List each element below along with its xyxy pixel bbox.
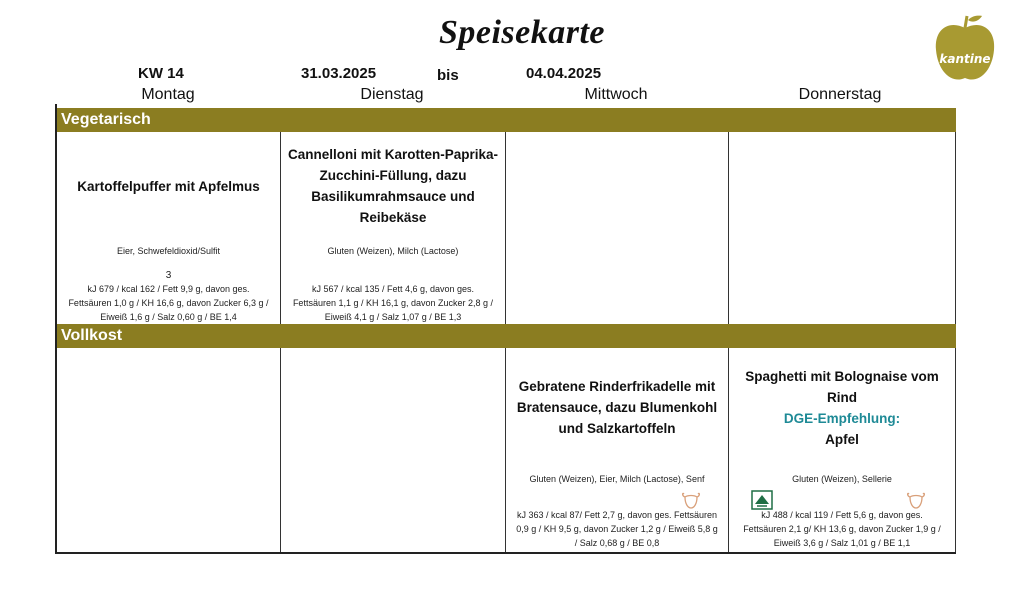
menu-cell-veg-monday	[57, 132, 280, 324]
day-monday: Montag	[141, 86, 195, 103]
dish-name: Spaghetti mit Bolognaise vom Rind DGE-Empfehlung: Apfel	[729, 366, 955, 450]
nutrition-info: kJ 679 / kcal 162 / Fett 9,9 g, davon ges. Fettsäuren 1,0 g / KH 16,6 g, davon Zucker 6,3 g / Eiweiß 1,6 g / Salz 0,60 g / BE 1,4	[68, 284, 269, 322]
nutrition-info: kJ 363 / kcal 87/ Fett 2,7 g, davon ges. Fettsäuren 0,9 g / KH 9,5 g, davon Zucker 1,2 g / Eiweiß 5,8 g / Salz 0,68 g / BE 0,8	[516, 510, 718, 548]
date-from: 31.03.2025	[301, 65, 377, 82]
page-title: Speisekarte	[438, 14, 606, 51]
date-bis: bis	[437, 67, 459, 84]
dish-name: Cannelloni mit Karotten-Paprika- Zucchini-Füllung, dazu Basilikumrahmsauce und Reibekäse	[287, 147, 499, 225]
divider	[728, 132, 729, 324]
apple-icon	[930, 12, 1000, 86]
divider	[505, 132, 506, 324]
allergens: Eier, Schwefeldioxid/Sulfit	[116, 246, 221, 256]
day-thursday: Donnerstag	[798, 86, 882, 103]
kantine-logo	[930, 12, 1000, 86]
section-vegetarisch: Vegetarisch	[57, 108, 956, 132]
menu-grid	[55, 104, 956, 554]
dge-recommendation: DGE-Empfehlung:	[783, 411, 901, 426]
day-tuesday: Dienstag	[360, 86, 424, 103]
beef-icon	[680, 490, 702, 510]
menu-cell-vollkost-wednesday	[506, 348, 728, 552]
allergens: Gluten (Weizen), Sellerie	[792, 474, 892, 484]
calendar-week: KW 14	[138, 65, 184, 82]
dish-name: Gebratene Rinderfrikadelle mit Bratensauce, dazu Blumenkohl und Salzkartoffeln	[516, 379, 718, 436]
logo-text: kantine	[939, 52, 991, 66]
divider	[955, 348, 956, 552]
dish-name: Kartoffelpuffer mit Apfelmus	[77, 179, 260, 194]
divider	[955, 132, 956, 324]
allergens: Gluten (Weizen), Eier, Milch (Lactose), Senf	[529, 474, 705, 484]
dge-badge-icon	[751, 490, 773, 510]
date-to: 04.04.2025	[526, 65, 602, 82]
allergens: Gluten (Weizen), Milch (Lactose)	[327, 246, 459, 256]
nutrition-info: kJ 567 / kcal 135 / Fett 4,6 g, davon ges. Fettsäuren 1,1 g / KH 16,1 g, davon Zucker 2,8 g / Eiweiß 4,1 g / Salz 1,07 g / BE 1,3	[292, 284, 494, 322]
beef-icon	[905, 490, 927, 510]
dge-item: Apfel	[825, 432, 859, 447]
additive-code: 3	[165, 270, 172, 281]
section-vollkost: Vollkost	[57, 324, 956, 348]
menu-cell-vollkost-thursday	[729, 348, 955, 552]
day-wednesday: Mittwoch	[584, 86, 648, 103]
menu-cell-veg-tuesday	[281, 132, 505, 324]
nutrition-info: kJ 488 / kcal 119 / Fett 5,6 g, davon ges. Fettsäuren 2,1 g/ KH 13,6 g, davon Zucker 1,9 g / Eiweiß 3,6 g / Salz 1,01 g / BE 1,1	[743, 510, 941, 548]
divider	[280, 348, 281, 552]
